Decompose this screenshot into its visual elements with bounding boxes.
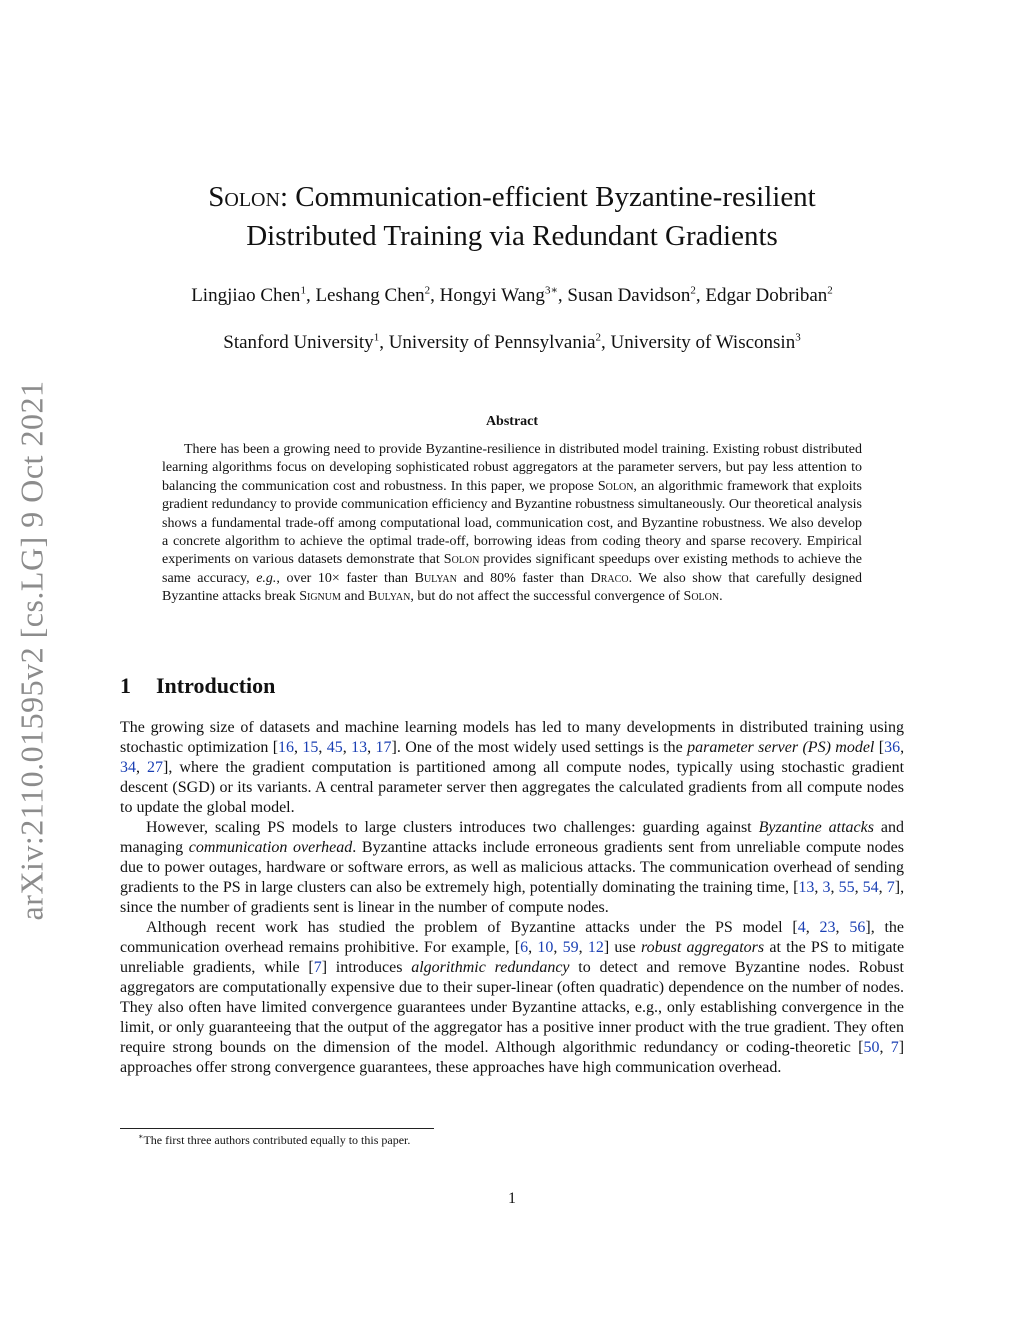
text-fragment: to detect and remove Byzantine nodes. Robust aggregators are computationally expensive due to their super-linear (often quadratic) dependence on the number of nodes. They also often have limited convergence guarantees under Byzantine attacks, e.g., only establishing convergence in the limit, or only guaranteeing that the output of the aggregator has a positive inner product with the true gradient. They often require strong bounds on the dimension of the model. Although algorithmic redundancy or coding-theoretic [ <box>120 959 904 1056</box>
author <box>440 285 558 306</box>
text-fragment: ], where the gradient computation is partitioned among all compute nodes, typically using stochastic gradient descent (SGD) or its variants. A central parameter server then aggregates the calculated gradients from all compute nodes to update the global model. <box>120 759 905 816</box>
citation-link-55[interactable]: 55 <box>838 879 855 896</box>
title-line-1 <box>140 178 884 217</box>
title-line-2: Distributed Training via Redundant Gradients <box>246 220 778 252</box>
citation-link-15[interactable]: 15 <box>302 739 319 756</box>
author <box>567 285 695 306</box>
footnote-mark: ∗ <box>138 1132 144 1141</box>
paper-title <box>140 178 884 256</box>
author-affil-mark: 2 <box>690 284 696 297</box>
abstract-solon: Solon <box>597 478 634 494</box>
abstract-bulyan: Bulyan <box>414 570 457 586</box>
abstract-fragment: There has been a growing need to provide Byzantine-resilience in distributed model training. Existing robust distributed learning algorithms focus on developing sophisticated robust aggregators at the parameter servers, but pay less attention to balancing the communication cost and robustness. In this paper, we propose <box>162 442 862 494</box>
citation-group: 36, 34, 27 <box>120 739 905 776</box>
citation-link-36[interactable]: 36 <box>884 739 901 756</box>
author-affil-mark: 1 <box>300 284 306 297</box>
affiliation-name: University of Wisconsin <box>610 332 796 353</box>
citation-link-10[interactable]: 10 <box>537 939 554 956</box>
emphasis-term: communication overhead <box>188 839 353 856</box>
affiliation-name: Stanford University <box>223 332 374 353</box>
abstract-bulyan: Bulyan <box>368 589 411 605</box>
citation-link-13[interactable]: 13 <box>798 879 815 896</box>
citation-group: 6, 10, 59, 12 <box>520 939 604 956</box>
footnote <box>138 1133 838 1148</box>
citation-link-7[interactable]: 7 <box>890 1039 899 1056</box>
emphasis-term: robust aggregators <box>640 939 765 956</box>
citation-link-12[interactable]: 12 <box>587 939 604 956</box>
affiliation <box>389 332 601 353</box>
author-affil-mark: 2 <box>424 284 431 297</box>
text-fragment: ] approaches offer strong convergence guarantees, these approaches have high communication overhead. <box>120 1039 905 1076</box>
citation-group: 13, 3, 55, 54, 7 <box>798 879 895 896</box>
citation-link-27[interactable]: 27 <box>147 759 164 776</box>
paragraph-1 <box>120 718 904 818</box>
text-fragment: ] use <box>603 939 641 956</box>
citation-link-7[interactable]: 7 <box>313 959 322 976</box>
author-name: Susan Davidson <box>567 285 691 306</box>
text-fragment: ] introduces <box>321 959 412 976</box>
section-number: 1 <box>120 673 131 698</box>
abstract-solon: Solon <box>443 552 480 568</box>
arxiv-watermark <box>12 370 52 930</box>
section-title: Introduction <box>156 673 276 698</box>
text-fragment: ], the communication overhead remains prohibitive. For example, [ <box>120 919 905 956</box>
page-number: 1 <box>508 1190 516 1207</box>
author-affil-mark: 3∗ <box>544 284 558 297</box>
citation-link-6[interactable]: 6 <box>520 939 529 956</box>
abstract-heading: Abstract <box>485 414 539 429</box>
footnote-rule <box>120 1128 434 1129</box>
citation-link-56[interactable]: 56 <box>849 919 866 936</box>
footnote-text: The first three authors contributed equally to this paper. <box>143 1133 411 1147</box>
emphasis-term: Byzantine attacks <box>758 819 874 836</box>
abstract-solon: Solon <box>683 589 720 605</box>
text-fragment: and managing <box>120 819 905 856</box>
section-heading-introduction <box>120 673 275 699</box>
author <box>315 285 430 306</box>
affiliation <box>223 332 379 353</box>
author <box>705 285 832 306</box>
author-name: Leshang Chen <box>315 285 425 306</box>
citation-link-45[interactable]: 45 <box>326 739 343 756</box>
affiliation-name: University of Pennsylvania <box>388 332 596 353</box>
abstract-fragment: provides significant speedups over existing methods to achieve the same accuracy, <box>162 552 862 586</box>
citation-group: 50, 7 <box>863 1039 899 1056</box>
affiliation-list: Stanford University$^1$, University of Pennsylvania$^2$, University of Wisconsin$^3$ <box>223 331 801 353</box>
abstract-fragment: , over 10× faster than <box>276 570 415 586</box>
citation-link-59[interactable]: 59 <box>562 939 579 956</box>
citation-link-17[interactable]: 17 <box>375 739 392 756</box>
abstract-signum: Signum <box>299 589 341 605</box>
abstract-fragment: , but do not affect the successful convergence of <box>410 589 684 605</box>
author-name: Lingjiao Chen <box>191 285 301 306</box>
citation-link-34[interactable]: 34 <box>120 759 136 776</box>
author-affil-mark: 2 <box>827 284 833 297</box>
emphasis-term: algorithmic redundancy <box>411 959 570 976</box>
title-system-name: Solon <box>208 181 280 213</box>
citation-link-13[interactable]: 13 <box>351 739 368 756</box>
citation-link-4[interactable]: 4 <box>797 919 806 936</box>
text-fragment: ]. One of the most widely used settings is the <box>391 739 688 756</box>
citation-link-23[interactable]: 23 <box>819 919 836 936</box>
introduction-body <box>120 718 904 1078</box>
text-fragment: Although recent work has studied the problem of Byzantine attacks under the PS model [ <box>146 919 798 936</box>
text-fragment: ], since the number of gradients sent is linear in the number of compute nodes. <box>120 879 905 916</box>
abstract-draco: Draco <box>590 570 629 586</box>
text-fragment: . Byzantine attacks include erroneous gradients sent from unreliable compute nodes due to power outages, hardware or software errors, as well as malicious attacks. The communication overhead of sending gradients to the PS in large clusters can also be extremely high, potentially dominating the training time, [ <box>120 839 905 896</box>
affiliation <box>611 332 801 353</box>
text-fragment: at the PS to mitigate unreliable gradients, while [ <box>120 939 905 976</box>
abstract-text <box>162 441 862 607</box>
author-name: Hongyi Wang <box>439 285 545 306</box>
text-fragment: The growing size of datasets and machine learning models has led to many developments in distributed training using stochastic optimization [ <box>120 719 904 756</box>
affiliation-mark: 1 <box>373 331 380 344</box>
citation-link-16[interactable]: 16 <box>278 739 295 756</box>
abstract-fragment: . <box>719 589 723 605</box>
text-fragment: However, scaling PS models to large clusters introduces two challenges: guarding against <box>146 819 759 836</box>
title-line-1-text: : Communication-efficient Byzantine-resilient <box>279 181 816 213</box>
citation-link-54[interactable]: 54 <box>862 879 879 896</box>
citation-group <box>314 959 322 976</box>
citation-link-50[interactable]: 50 <box>863 1039 880 1056</box>
citation-group: 4, 23, 56 <box>797 919 866 936</box>
abstract-fragment: and <box>340 589 369 605</box>
author-list: Lingjiao Chen$^1$, Leshang Chen$^2$, Hongyi Wang$^{3∗}$, Susan Davidson$^2$, Edgar Dobriban$^2$ <box>191 284 833 306</box>
citation-group: 16, 15, 45, 13, 17 <box>278 739 392 756</box>
affiliation-mark: 2 <box>595 331 602 344</box>
arxiv-id-text: arXiv:2110.01595v2 [cs.LG] 9 Oct 2021 <box>13 380 50 920</box>
paragraph-3 <box>120 918 904 1078</box>
citation-link-7[interactable]: 7 <box>886 879 895 896</box>
abstract-eg: e.g. <box>256 570 277 586</box>
citation-link-3[interactable]: 3 <box>822 879 831 896</box>
paragraph-2 <box>120 818 904 918</box>
abstract-fragment: and 80% faster than <box>456 570 591 586</box>
abstract-fragment: . We also show that carefully designed Byzantine attacks break <box>162 570 863 605</box>
author <box>191 285 306 306</box>
emphasis-term: parameter server (PS) model <box>687 739 875 756</box>
affiliation-mark: 3 <box>795 331 801 344</box>
text-fragment: [ <box>874 739 885 756</box>
author-name: Edgar Dobriban <box>705 285 828 306</box>
abstract-fragment: , an algorithmic framework that exploits gradient redundancy to provide communication efficiency and Byzantine robustness simultaneously. Our theoretical analysis shows a fundamental trade-off among computational load, communication cost, and Byzantine robustness. We also develop a concrete algorithm to achieve the optimal trade-off, borrowing ideas from coding theory and sparse recovery. Empirical experiments on various datasets demonstrate that <box>162 478 862 568</box>
